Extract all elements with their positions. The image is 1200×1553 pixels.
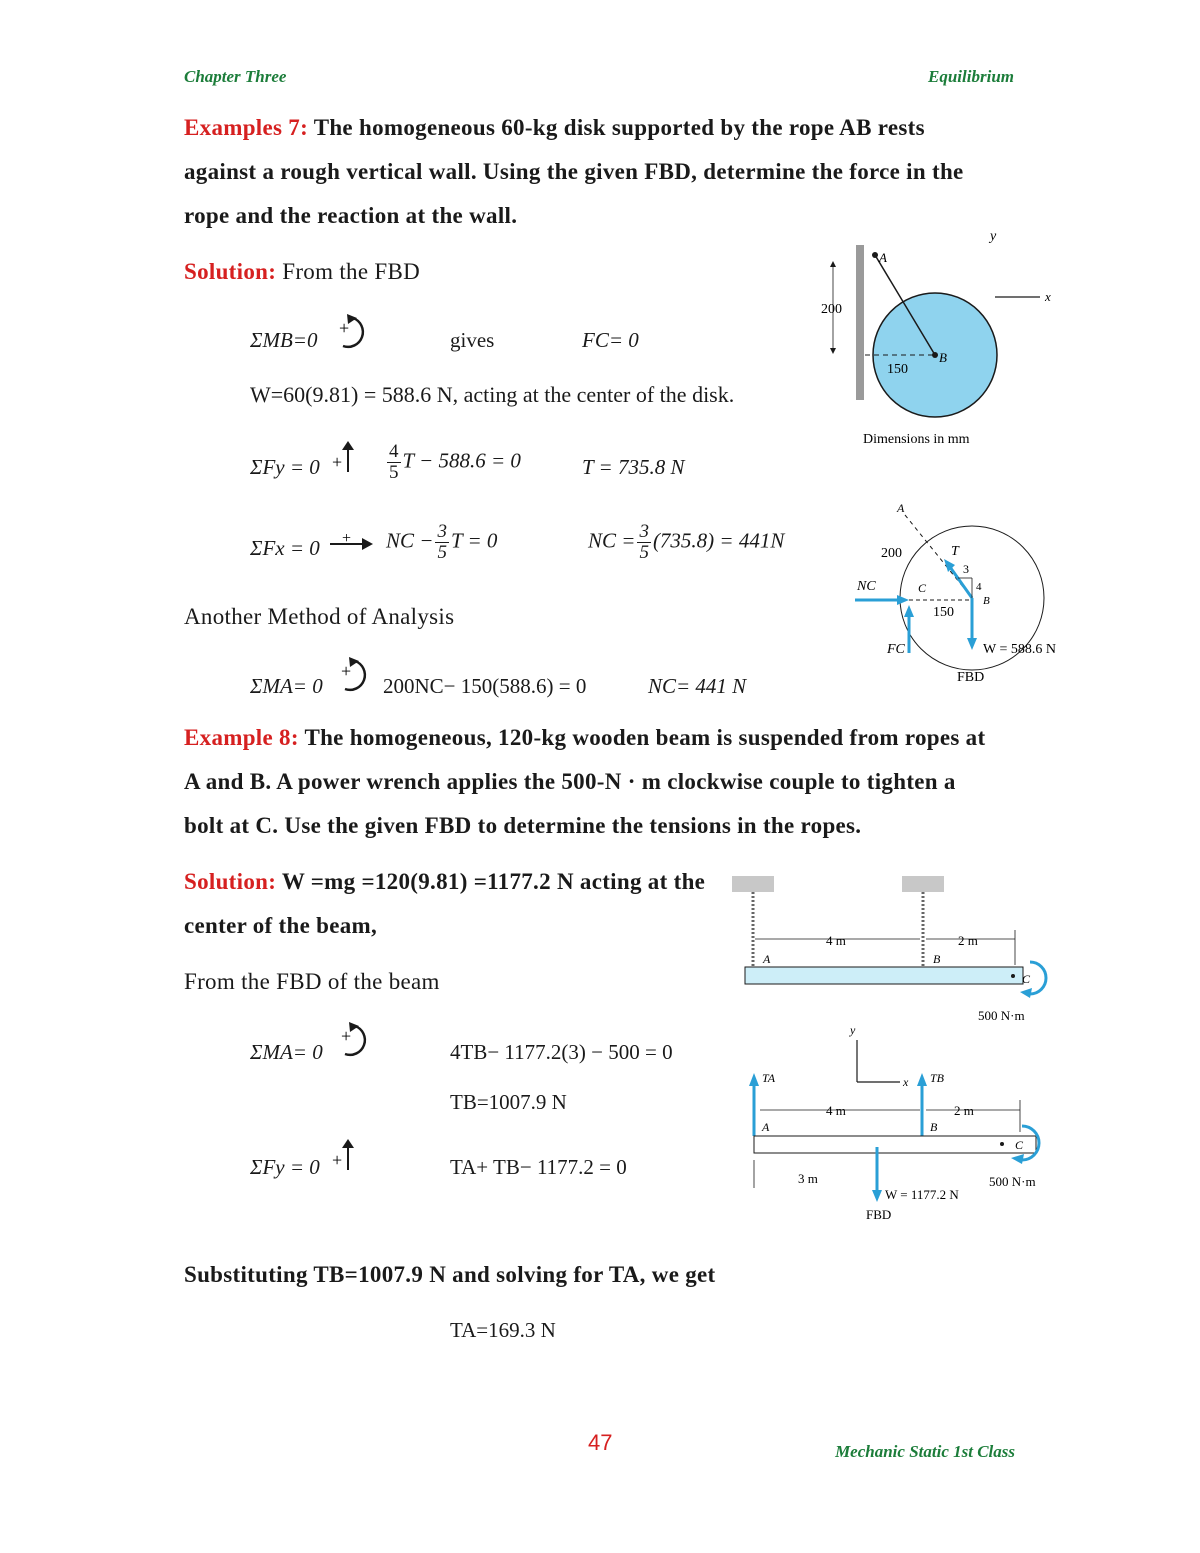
eq3-result: NC = $\frac{3}{5}$ (735.8) = 441N [588, 521, 785, 563]
friction-arrow [904, 605, 914, 617]
svg-text:C: C [1015, 1138, 1024, 1152]
ceiling-support-a [732, 876, 774, 892]
svg-text:T: T [951, 544, 959, 559]
tb-arrow [917, 1073, 927, 1086]
svg-text:FC: FC [887, 642, 905, 657]
normal-force-arrow [897, 595, 909, 605]
example8-solution: Solution: W =mg =120(9.81) =1177.2 N acting at the center of the beam, [184, 869, 706, 938]
example8-line1: Example 8: The homogeneous, 120-kg wooden beam is suspended from ropes at [184, 725, 986, 750]
svg-text:TB: TB [930, 1071, 945, 1085]
solution-label: Solution: [184, 259, 277, 284]
svg-text:B: B [983, 595, 990, 607]
couple-arrow [1030, 962, 1046, 994]
svg-text:200: 200 [881, 546, 902, 561]
svg-text:A: A [762, 1120, 770, 1134]
page-number: 47 [588, 1430, 613, 1455]
chapter-header: Chapter Three [184, 67, 287, 86]
svg-text:+: + [342, 530, 352, 547]
wooden-beam [745, 967, 1023, 984]
ceiling-support-b [902, 876, 944, 892]
svg-text:3: 3 [963, 562, 969, 576]
up-arrow-icon [330, 440, 360, 474]
svg-text:FBD: FBD [866, 1207, 892, 1222]
example7-line2: against a rough vertical wall. Using the given FBD, determine the force in the [184, 159, 964, 184]
eq2-result: T = 735.8 N [582, 455, 685, 479]
svg-text:500 N·m: 500 N·m [978, 1008, 1025, 1023]
example7-statement [184, 106, 1016, 238]
beam-outline [754, 1136, 1036, 1153]
wall [856, 245, 864, 400]
svg-text:C: C [918, 581, 927, 595]
svg-text:150: 150 [933, 605, 954, 620]
beam-fbd-figure [740, 1020, 1070, 1225]
label-b: B [939, 350, 947, 365]
disk-fbd-figure [845, 495, 1075, 695]
svg-text:2 m: 2 m [954, 1103, 974, 1118]
up-arrow-icon [330, 1138, 360, 1172]
eq-sum-fx: ΣFx = 0 [250, 536, 320, 560]
from-fbd-beam: From the FBD of the beam [184, 969, 440, 994]
svg-text:+: + [341, 1026, 352, 1046]
topic-header: Equilibrium [928, 67, 1014, 86]
disk-figure [815, 225, 1055, 455]
axis-x: x [1045, 289, 1051, 304]
ccw-moment-icon [335, 655, 375, 695]
another-method-heading: Another Method of Analysis [184, 604, 455, 629]
eq1-beam-result: TB=1007.9 N [450, 1090, 567, 1114]
eq1-gives: gives [450, 328, 495, 352]
eq-moment-a: ΣMA= 0 [250, 674, 323, 698]
dim-150: 150 [887, 362, 908, 377]
svg-text:4 m: 4 m [826, 933, 846, 948]
example7-line3: rope and the reaction at the wall. [184, 203, 518, 228]
svg-text:A: A [763, 952, 771, 966]
axis-y: y [990, 229, 997, 244]
svg-text:W = 588.6 N: W = 588.6 N [983, 642, 1056, 657]
eq-sum-fy-beam: ΣFy = 0 [250, 1155, 320, 1179]
svg-text:+: + [332, 452, 343, 472]
svg-text:500 N·m: 500 N·m [989, 1174, 1036, 1189]
svg-text:W = 1177.2 N: W = 1177.2 N [885, 1187, 959, 1202]
eq2-beam-expression: TA+ TB− 1177.2 = 0 [450, 1155, 627, 1179]
right-arrow-icon [328, 530, 374, 554]
eq1-result: FC= 0 [582, 328, 639, 352]
example7-label: Examples 7: [184, 115, 309, 140]
solution-label: Solution: [184, 869, 277, 894]
svg-text:NC: NC [857, 579, 876, 594]
eq-moment-b: ΣMB=0 [250, 328, 318, 352]
svg-text:A: A [897, 501, 905, 515]
course-footer: Mechanic Static 1st Class [835, 1442, 1015, 1461]
example8-line2: A and B. A power wrench applies the 500-N · m clockwise couple to tighten a [184, 769, 956, 794]
ta-arrow [749, 1073, 759, 1086]
dim-200: 200 [821, 302, 842, 317]
example7-solution: Solution: From the FBD [184, 259, 421, 284]
svg-text:3 m: 3 m [798, 1171, 818, 1186]
ccw-moment-icon [333, 312, 373, 352]
svg-text:2 m: 2 m [958, 933, 978, 948]
dimensions-caption: Dimensions in mm [863, 432, 970, 447]
example7-line1: Examples 7: The homogeneous 60-kg disk supported by the rope AB rests [184, 115, 925, 140]
svg-text:+: + [332, 1150, 343, 1170]
eq-moment-a-beam: ΣMA= 0 [250, 1040, 323, 1064]
svg-text:+: + [341, 661, 352, 681]
eq-weight: W=60(9.81) = 588.6 N, acting at the center of the disk. [250, 382, 735, 407]
label-a: A [879, 250, 887, 265]
final-answer: TA=169.3 N [450, 1318, 556, 1342]
eq4-result: NC= 441 N [648, 674, 747, 698]
example8-label: Example 8: [184, 725, 299, 750]
ccw-moment-icon [335, 1020, 375, 1060]
example8-statement [184, 716, 1016, 848]
svg-text:+: + [339, 318, 350, 338]
substituting-text: Substituting TB=1007.9 N and solving for TA, we get [184, 1262, 716, 1287]
svg-text:C: C [1022, 972, 1031, 986]
svg-text:B: B [933, 952, 941, 966]
eq-sum-fy: ΣFy = 0 [250, 455, 320, 479]
svg-text:x: x [903, 1075, 909, 1089]
svg-text:B: B [930, 1120, 938, 1134]
svg-text:4: 4 [976, 581, 982, 593]
weight-arrow [967, 638, 977, 650]
beam-figure [730, 870, 1060, 1030]
eq2-expression: $\frac{4}{5}$ T − 588.6 = 0 [389, 441, 521, 483]
svg-text:FBD: FBD [957, 670, 985, 685]
example8-line3: bolt at C. Use the given FBD to determine the tensions in the ropes. [184, 813, 862, 838]
svg-text:y: y [850, 1023, 856, 1037]
weight-arrow [872, 1190, 882, 1202]
eq4-expression: 200NC− 150(588.6) = 0 [383, 674, 587, 698]
svg-text:TA: TA [762, 1071, 776, 1085]
svg-text:4 m: 4 m [826, 1103, 846, 1118]
eq3-expression: NC − $\frac{3}{5}$ T = 0 [386, 521, 498, 563]
eq1-beam-expression: 4TB− 1177.2(3) − 500 = 0 [450, 1040, 673, 1064]
